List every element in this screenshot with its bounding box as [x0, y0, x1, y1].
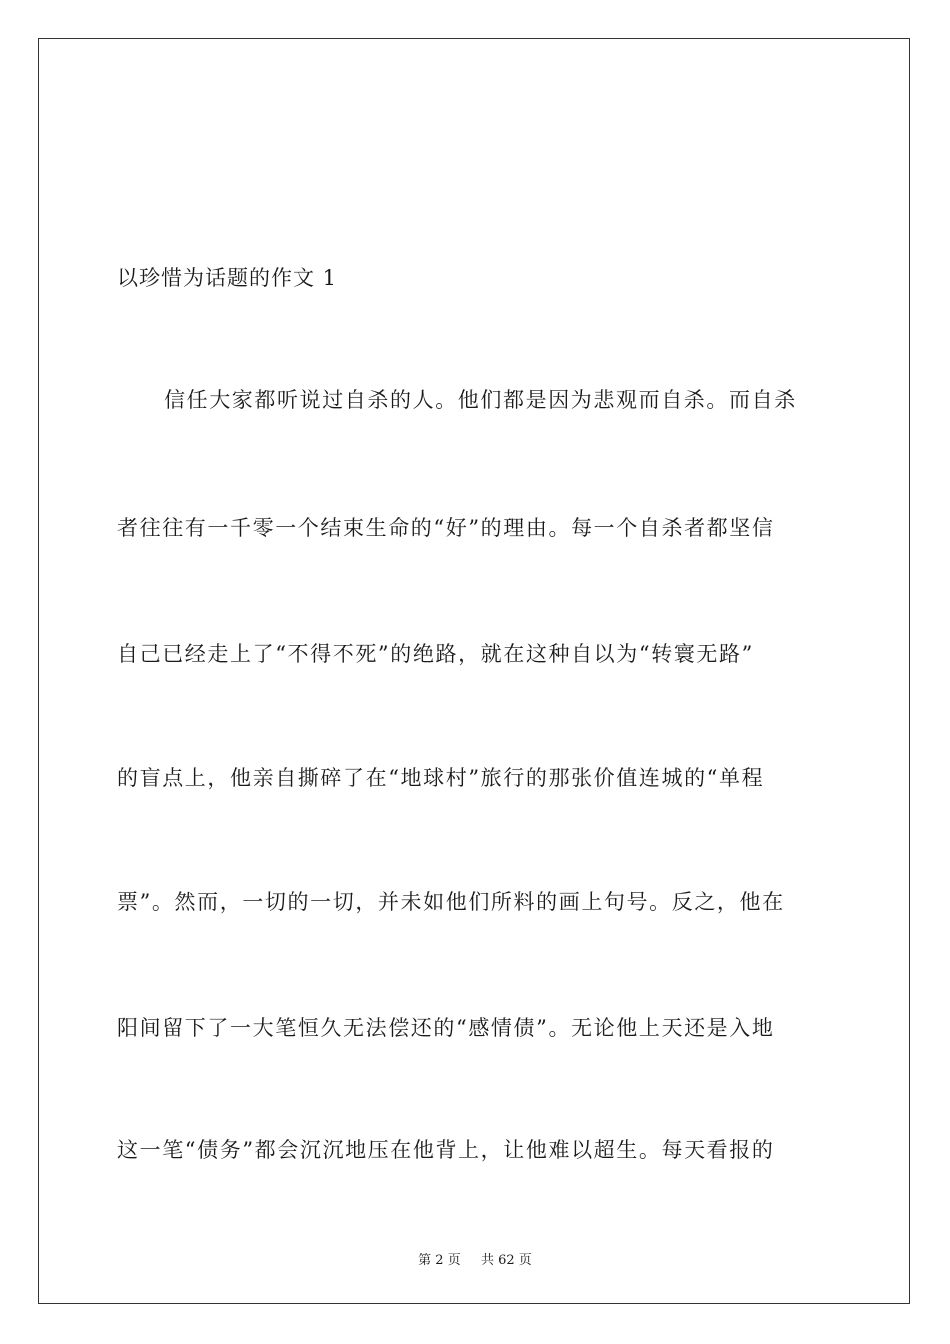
- page-number: 第 2 页: [418, 1253, 461, 1268]
- paragraph-line-3: 自己已经走上了“不得不死”的绝路，就在这种自以为“转寰无路”: [117, 642, 754, 666]
- paragraph-line-7: 这一笔“债务”都会沉沉地压在他背上，让他难以超生。每天看报的: [117, 1138, 775, 1162]
- paragraph-line-1: 信任大家都听说过自杀的人。他们都是因为悲观而自杀。而自杀: [164, 388, 797, 412]
- total-pages: 共 62 页: [481, 1253, 532, 1268]
- page-footer: [0, 1249, 950, 1268]
- paragraph-line-2: 者往往有一千零一个结束生命的“好”的理由。每一个自杀者都坚信: [117, 516, 775, 540]
- page-border: [38, 38, 910, 1304]
- essay-heading: 以珍惜为话题的作文 1: [117, 266, 338, 290]
- paragraph-line-5: 票”。然而，一切的一切，并未如他们所料的画上句号。反之，他在: [117, 890, 785, 914]
- paragraph-line-4: 的盲点上，他亲自撕碎了在“地球村”旅行的那张价值连城的“单程: [117, 766, 765, 790]
- paragraph-line-6: 阳间留下了一大笔恒久无法偿还的“感情债”。无论他上天还是入地: [117, 1016, 775, 1040]
